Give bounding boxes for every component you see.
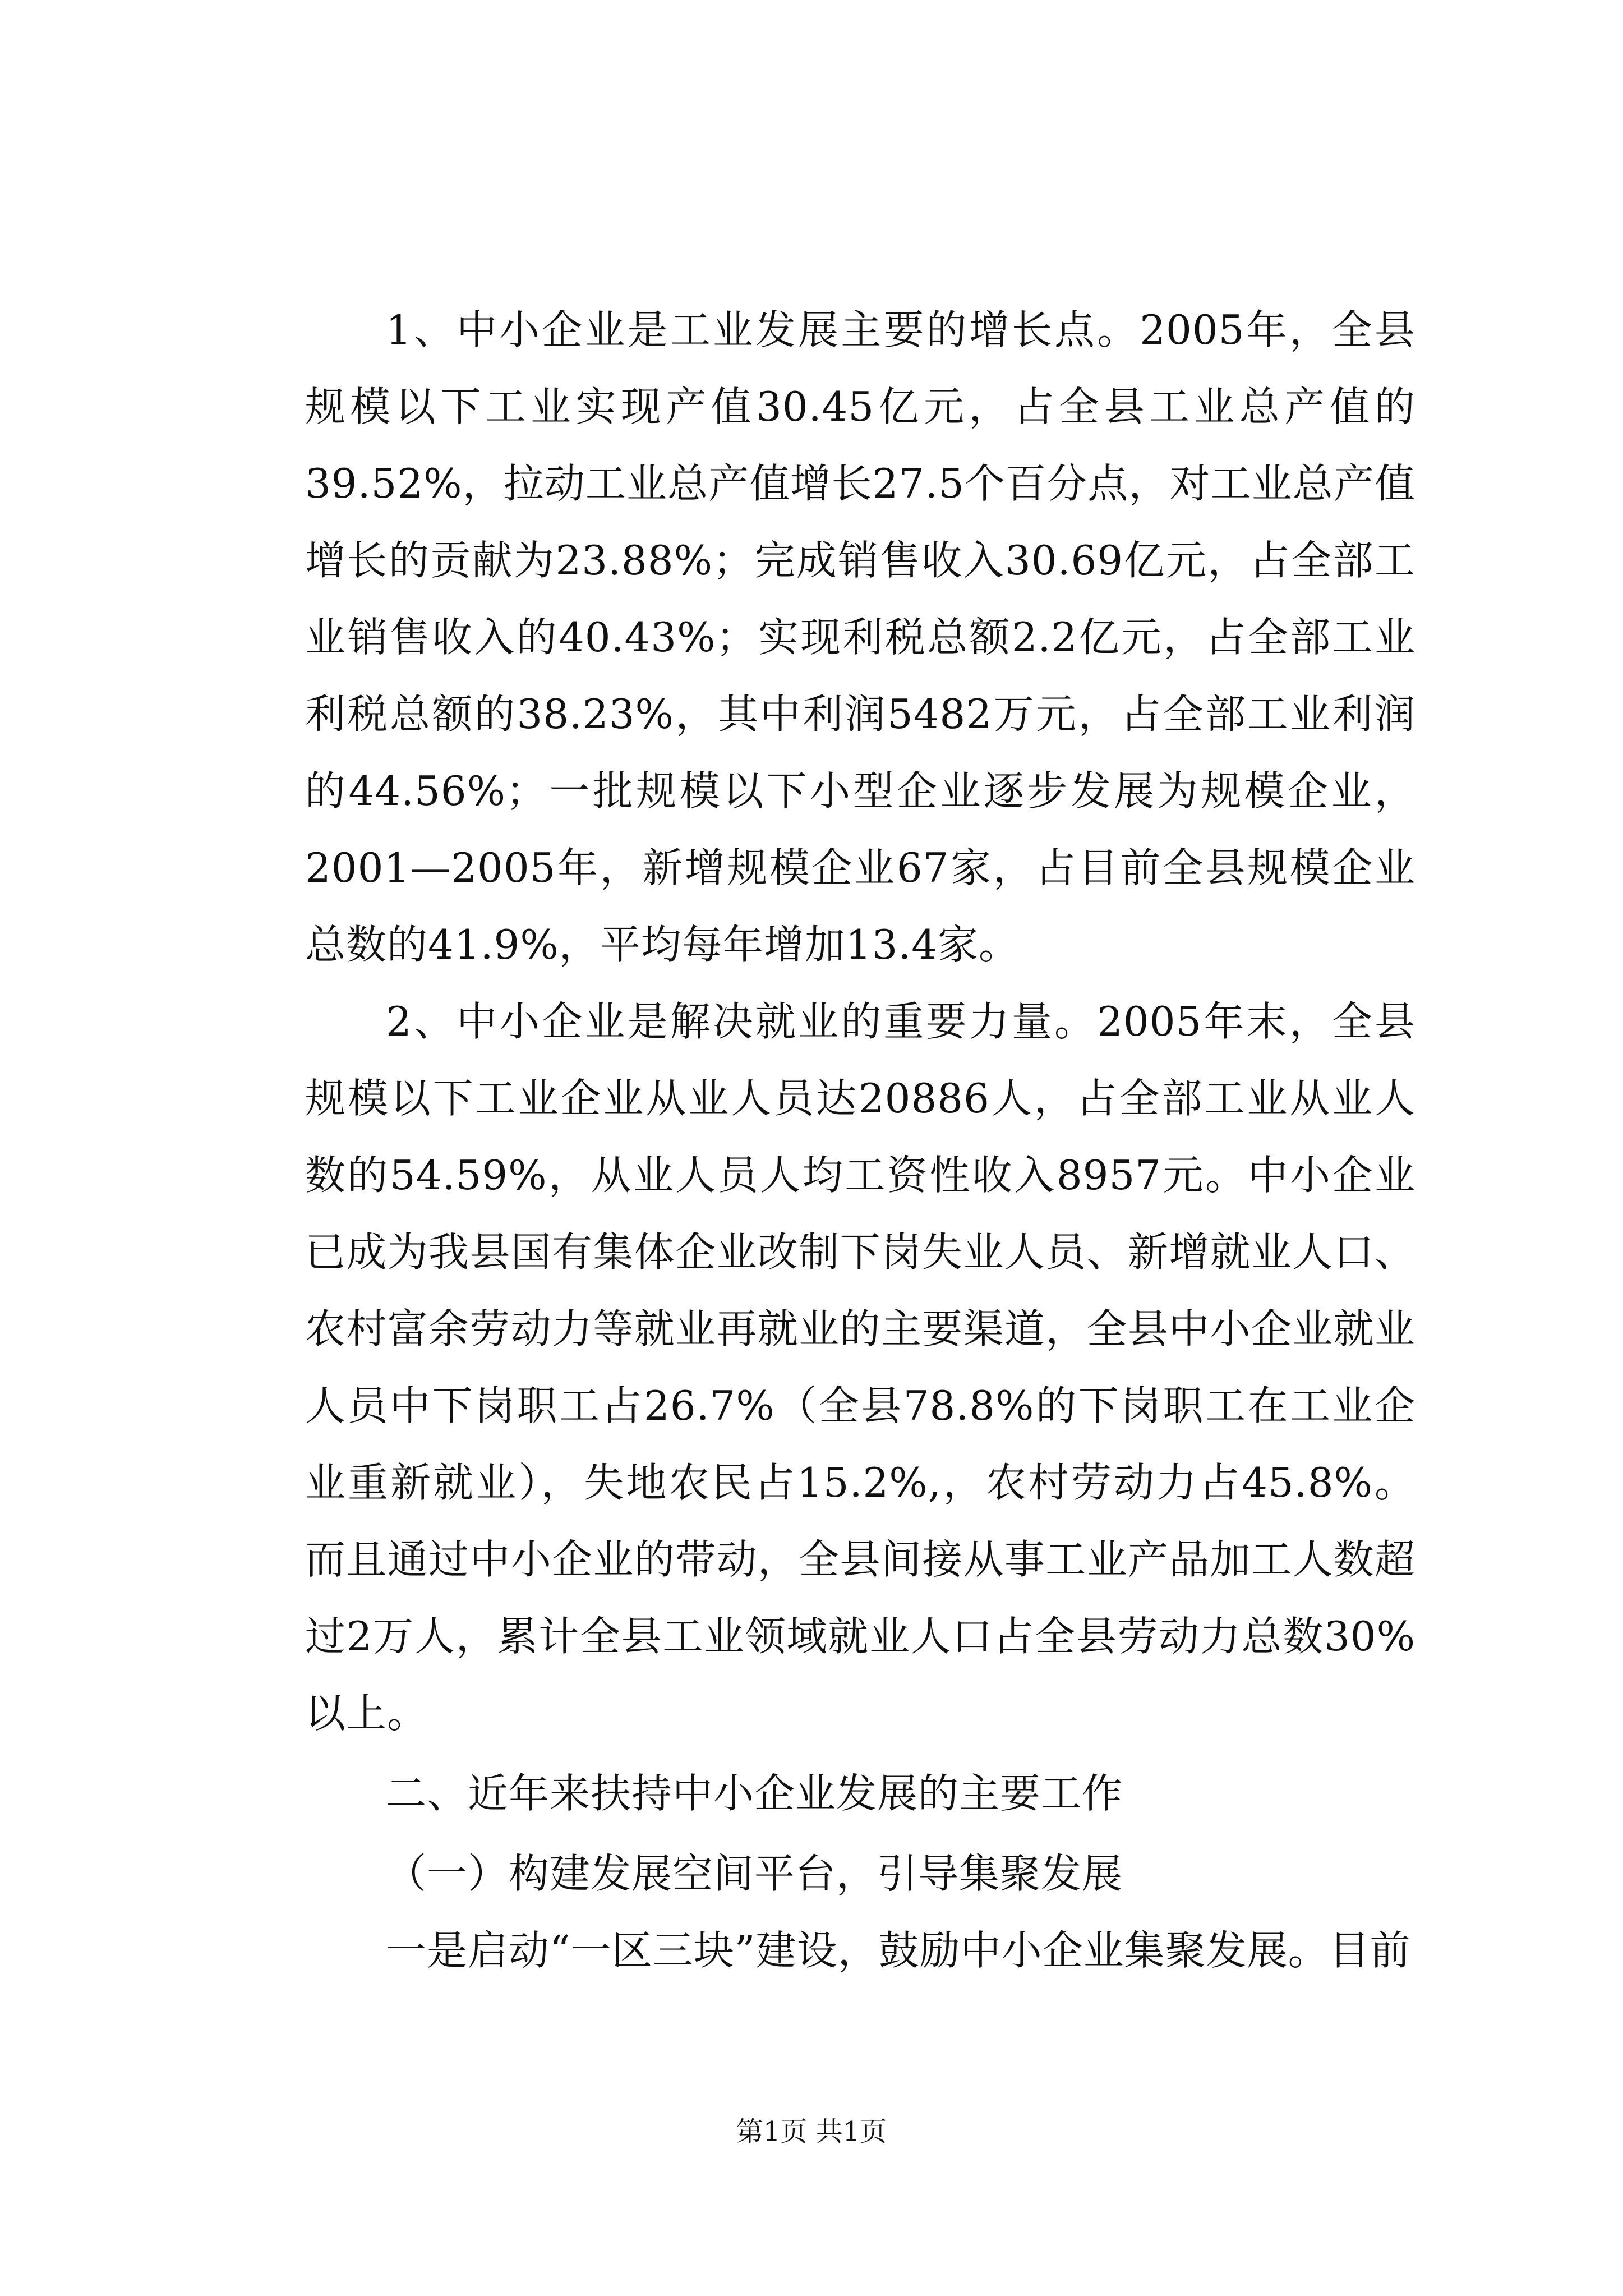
paragraph-cluster-development: 一是启动“一区三块”建设，鼓励中小企业集聚发展。目前 [386, 1927, 1411, 1974]
section-heading: 二、近年来扶持中小企业发展的主要工作 [386, 1770, 1123, 1817]
paragraph-sme-growth: 1、中小企业是工业发展主要的增长点。2005年，全县规模以下工业实现产值30.45亿元，占全县工业总产值的39.52%，拉动工业总产值增长27.5个百分点，对工业总产值增长的贡献为23.88%；完成销售收入30.69亿元，占全部工业销售收入的40.43%；实现利税总额2.2亿元，占全部工业利税总额的38.23%，其中利润5482万元，占全部工业利润的44.56%；一批规模以下小型企业逐步发展为规模企业，2001—2005年，新增规模企业67家，占目前全县规模企业总数的41.9%，平均每年增加13.4家。 [305, 306, 1415, 968]
document-body [305, 292, 1415, 1989]
page-footer: 第1页 共1页 [736, 2116, 887, 2147]
subsection-heading: （一）构建发展空间平台，引导集聚发展 [386, 1850, 1123, 1897]
paragraph-sme-employment: 2、中小企业是解决就业的重要力量。2005年末，全县规模以下工业企业从业人员达20886人，占全部工业从业人数的54.59%，从业人员人均工资性收入8957元。中小企业已成为我县国有集体企业改制下岗失业人员、新增就业人口、农村富余劳动力等就业再就业的主要渠道，全县中小企业就业人员中下岗职工占26.7%（全县78.8%的下岗职工在工业企业重新就业），失地农民占15.2%,，农村劳动力占45.8%。而且通过中小企业的带动，全县间接从事工业产品加工人数超过2万人，累计全县工业领域就业人口占全县劳动力总数30%以上。 [305, 998, 1415, 1737]
